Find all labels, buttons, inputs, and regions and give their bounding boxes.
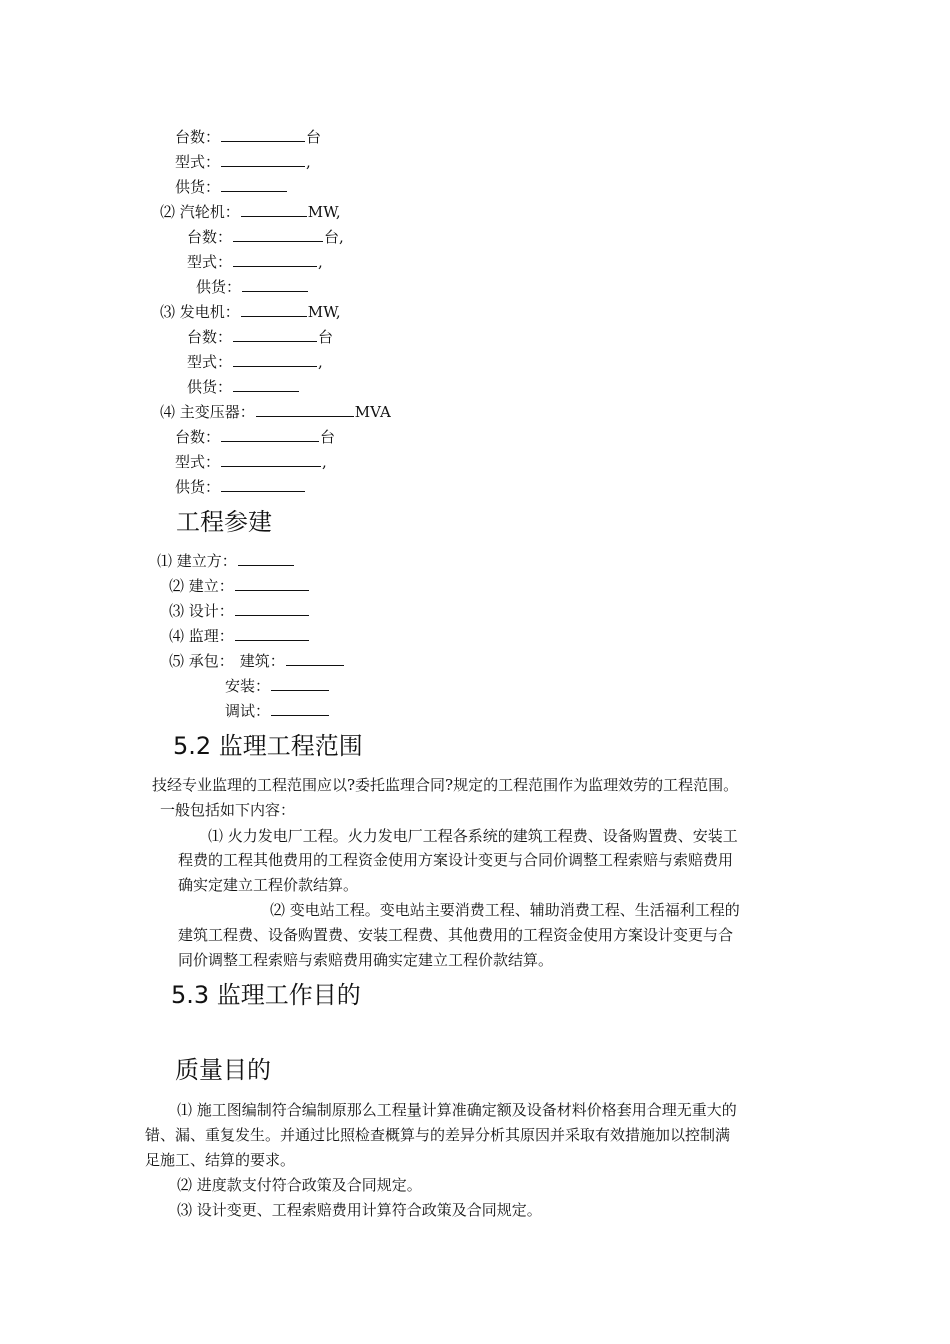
generator-count-blank: [233, 327, 317, 342]
boiler-supply-line: 供货：: [175, 177, 288, 197]
builder-line: ⑴ 建立方：: [157, 551, 295, 571]
boiler-supply-blank: [221, 177, 287, 192]
boiler-count-line: 台数： 台: [175, 128, 322, 146]
turbine-supply-blank: [242, 277, 308, 292]
section-5-2-heading: 5.2 监理工程范围: [173, 732, 363, 760]
generator-model-blank: [233, 352, 317, 367]
install-blank: [271, 676, 329, 691]
section-5-2-intro-line-1: 技经专业监理的工程范围应以?委托监理合同?规定的工程范围作为监理效劳的工程范围。: [152, 776, 739, 794]
supervise-blank: [235, 626, 309, 641]
turbine-count-blank: [233, 227, 323, 242]
transformer-supply-blank: [221, 477, 305, 492]
commission-blank: [271, 701, 329, 716]
scope-item-1-line-2: 程费的工程其他费用的工程资金使用方案设计变更与合同价调整工程索赔与索赔费用: [178, 851, 734, 869]
turbine-model-line: 型式： ,: [187, 253, 323, 271]
supervision-co-blank: [235, 576, 309, 591]
transformer-model-blank: [221, 452, 321, 467]
scope-item-1-line-3: 确实定建立工程价款结算。: [178, 876, 359, 894]
transformer-count-line: 台数： 台: [175, 428, 336, 446]
turbine-count-line: 台数： 台,: [187, 228, 344, 246]
turbine-capacity-blank: [241, 202, 307, 217]
quality-p1-line-1: ⑴ 施工图编制符合编制原那么工程量计算准确定额及设备材料价格套用合理无重大的: [177, 1101, 737, 1119]
participants-heading: 工程参建: [176, 508, 272, 536]
design-line: ⑶ 设计：: [169, 601, 310, 621]
quality-p2: ⑵ 进度款支付符合政策及合同规定。: [177, 1176, 422, 1194]
supervise-line: ⑷ 监理：: [169, 626, 310, 646]
quality-p1-line-2: 错、漏、重复发生。并通过比照检查概算与的差异分析其原因并采取有效措施加以控制满: [145, 1126, 731, 1144]
quality-p3: ⑶ 设计变更、工程索赔费用计算符合政策及合同规定。: [177, 1201, 542, 1219]
transformer-capacity-blank: [256, 402, 354, 417]
scope-item-2-line-3: 同价调整工程索赔与索赔费用确实定建立工程价款结算。: [178, 951, 554, 969]
generator-count-line: 台数： 台: [187, 328, 334, 346]
quality-p1-line-3: 足施工、结算的要求。: [145, 1151, 296, 1169]
contract-line: ⑸ 承包： 建筑：: [169, 651, 345, 671]
supervision-co-line: ⑵ 建立：: [169, 576, 310, 596]
boiler-model-line: 型式： ,: [175, 153, 311, 171]
transformer-title-line: ⑷ 主变压器： MVA: [160, 403, 391, 421]
construction-blank: [286, 651, 344, 666]
generator-capacity-blank: [241, 302, 307, 317]
boiler-count-blank: [221, 127, 305, 142]
generator-supply-blank: [233, 377, 299, 392]
turbine-title-line: ⑵ 汽轮机： MW,: [160, 203, 341, 221]
boiler-model-blank: [221, 152, 305, 167]
scope-item-1-line-1: ⑴ 火力发电厂工程。火力发电厂工程各系统的建筑工程费、设备购置费、安装工: [208, 827, 738, 845]
transformer-supply-line: 供货：: [175, 477, 306, 497]
turbine-supply-line: 供货：: [196, 277, 309, 297]
generator-title-line: ⑶ 发电机： MW,: [160, 303, 341, 321]
turbine-model-blank: [233, 252, 317, 267]
scope-item-2-line-1: ⑵ 变电站工程。变电站主要消费工程、辅助消费工程、生活福利工程的: [270, 901, 740, 919]
scope-item-2-line-2: 建筑工程费、设备购置费、安装工程费、其他费用的工程资金使用方案设计变更与合: [178, 926, 734, 944]
section-5-2-intro-line-2: 一般包括如下内容：: [160, 801, 296, 819]
design-blank: [235, 601, 309, 616]
quality-heading: 质量目的: [175, 1056, 271, 1084]
section-5-3-heading: 5.3 监理工作目的: [171, 981, 361, 1009]
commission-line: 调试：: [225, 701, 330, 721]
transformer-model-line: 型式： ,: [175, 453, 327, 471]
generator-supply-line: 供货：: [187, 377, 300, 397]
install-line: 安装：: [225, 676, 330, 696]
generator-model-line: 型式： ,: [187, 353, 323, 371]
builder-blank: [238, 551, 294, 566]
transformer-count-blank: [221, 427, 319, 442]
